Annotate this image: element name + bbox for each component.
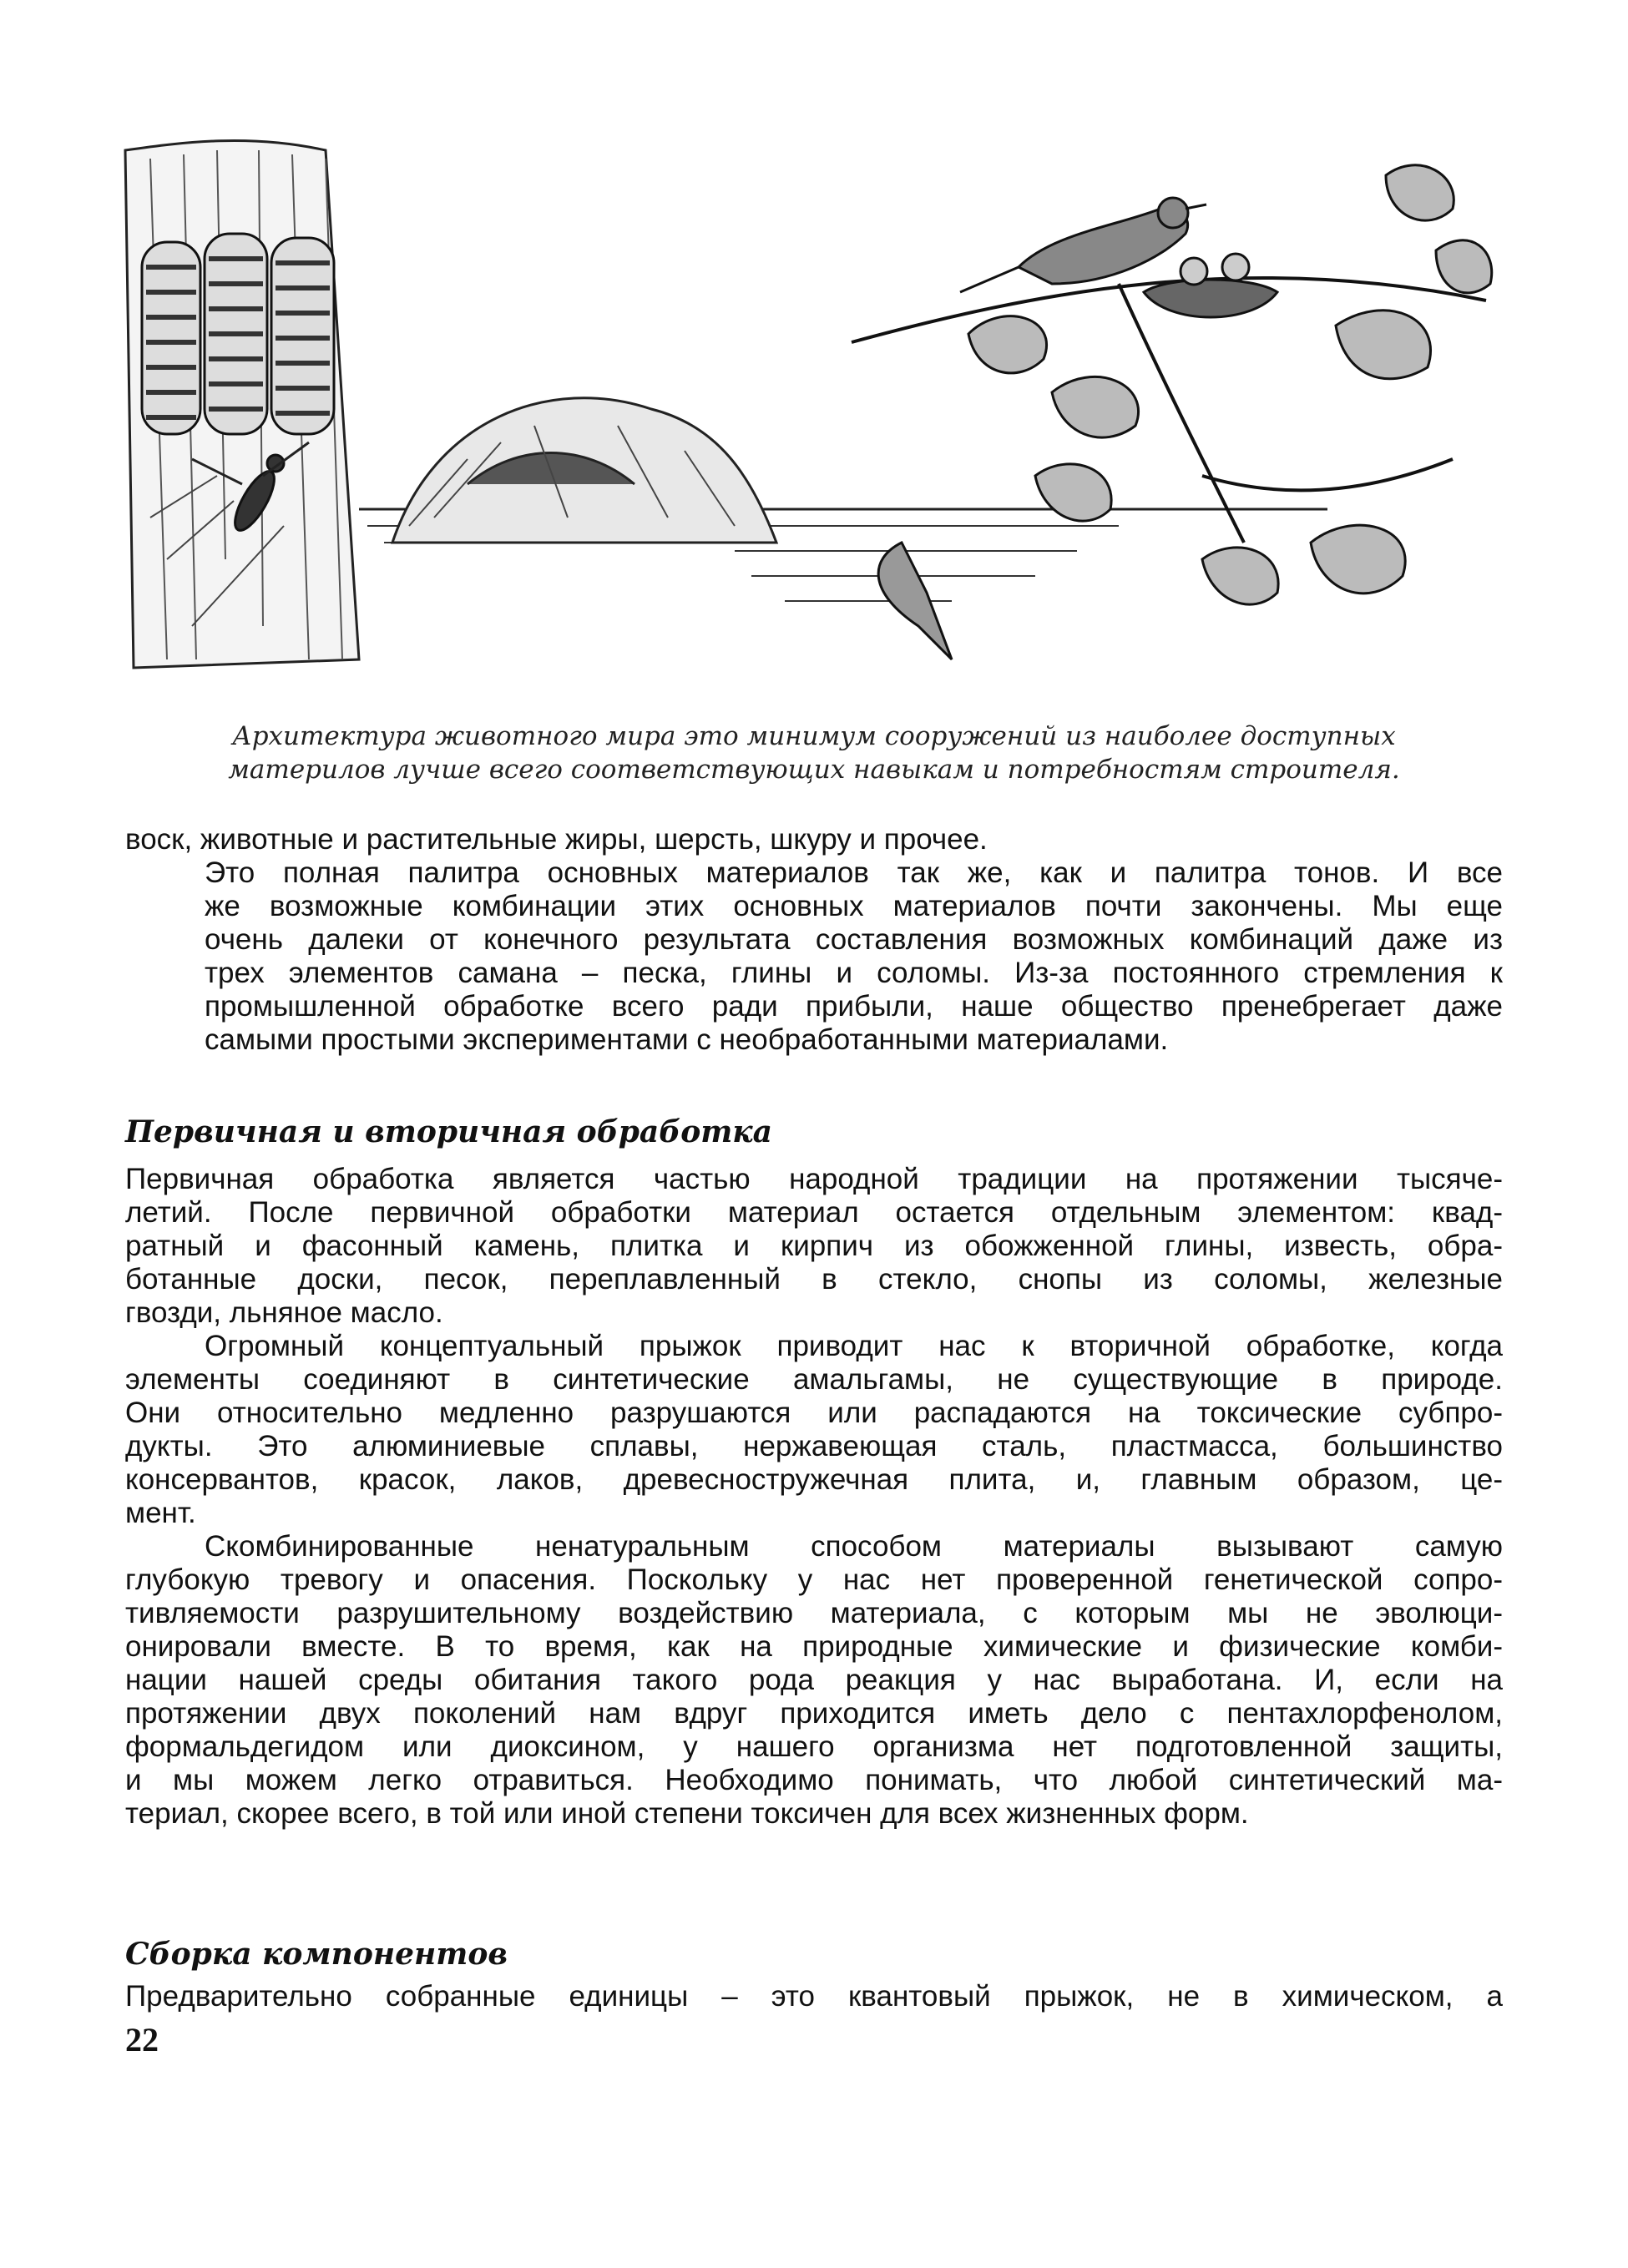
caption-line: Архитектура животного мира это минимум сооружений из наиболее доступных	[232, 721, 1396, 751]
paragraph	[125, 1530, 1503, 1831]
text-line: мент.	[125, 1497, 196, 1529]
intro-text	[125, 823, 1503, 1057]
text-line: териал, скорее всего, в той или иной степени токсичен для всех жизненных форм.	[125, 1797, 1249, 1830]
text-line: ратный и фасонный камень, плитка и кирпич из обожженной глины, известь, обра-	[125, 1230, 1503, 1262]
text-line: ботанные доски, песок, переплавленный в стекло, снопы из соломы, железные	[125, 1263, 1503, 1296]
text-line: формальдегидом или диоксином, у нашего организма нет подготовленной защиты,	[125, 1730, 1503, 1763]
text-line: трех элементов самана – песка, глины и соломы. Из-за постоянного стремления к	[205, 957, 1503, 989]
paragraph	[125, 1980, 1503, 2013]
text-line: онировали вместе. В то время, как на природные химические и физические комби-	[125, 1630, 1503, 1663]
nest-icon	[1144, 254, 1277, 317]
text-line: консервантов, красок, лаков, древесностружечная плита, и, главным образом, це-	[125, 1463, 1503, 1496]
text-line: элементы соединяют в синтетические амальгамы, не существующие в природе.	[125, 1363, 1503, 1396]
text-line: промышленной обработке всего ради прибыли, наше общество пренебрегает даже	[205, 990, 1503, 1023]
text-line: Это полная палитра основных материалов так же, как и палитра тонов. И все	[205, 856, 1503, 889]
wasp-nest	[142, 234, 334, 434]
section-heading: Сборка компонентов	[125, 1937, 508, 1972]
straw-mound	[392, 398, 776, 543]
animal-architecture-illustration	[117, 125, 1503, 693]
text-line: тивляемости разрушительному воздействию материала, с которым мы не эволюци-	[125, 1597, 1503, 1629]
text-line: нации нашей среды обитания такого рода реакция у нас выработана. И, если на	[125, 1664, 1503, 1696]
text-line: летий. После первичной обработки материал остается отдельным элементом: квад-	[125, 1196, 1503, 1229]
leaves	[968, 165, 1492, 604]
text-line: дукты. Это алюминиевые сплавы, нержавеющая сталь, пластмасса, большинство	[125, 1430, 1503, 1462]
caption-line: материлов лучше всего соответствующих навыкам и потребностям строителя.	[228, 755, 1400, 785]
section-heading: Первичная и вторичная обработка	[125, 1114, 772, 1149]
text-line: же возможные комбинации этих основных материалов почти закончены. Мы еще	[205, 890, 1503, 922]
text-line: Предварительно собранные единицы – это квантовый прыжок, не в химическом, а	[125, 1980, 1503, 2013]
paragraph	[125, 856, 1503, 1057]
text-line: Первичная обработка является частью народной традиции на протяжении тысяче-	[125, 1163, 1503, 1195]
figure-caption	[125, 720, 1503, 786]
text-line: самыми простыми экспериментами с необработанными материалами.	[205, 1023, 1169, 1056]
paragraph	[125, 1163, 1503, 1330]
bird-icon	[960, 198, 1206, 292]
paragraph	[125, 1330, 1503, 1530]
text-line: гвозди, льняное масло.	[125, 1296, 443, 1329]
text-line: Они относительно медленно разрушаются или распадаются на токсические субпро-	[125, 1397, 1503, 1429]
text-line: воск, животные и растительные жиры, шерсть, шкуру и прочее.	[125, 823, 988, 856]
text-line: и мы можем легко отравиться. Необходимо понимать, что любой синтетический ма-	[125, 1764, 1503, 1796]
text-line: очень далеки от конечного результата составления возможных комбинаций даже из	[205, 923, 1503, 956]
text-line: протяжении двух поколений нам вдруг приходится иметь дело с пентахлорфенолом,	[125, 1697, 1503, 1730]
section-text	[125, 1980, 1503, 2013]
text-line: Скомбинированные ненатуральным способом материалы вызывают самую	[205, 1530, 1503, 1563]
section-text	[125, 1163, 1503, 1831]
text-line: Огромный концептуальный прыжок приводит нас к вторичной обработке, когда	[205, 1330, 1503, 1362]
page-number: 22	[125, 2021, 159, 2058]
text-line: глубокую тревогу и опасения. Поскольку у нас нет проверенной генетической сопро-	[125, 1563, 1503, 1596]
